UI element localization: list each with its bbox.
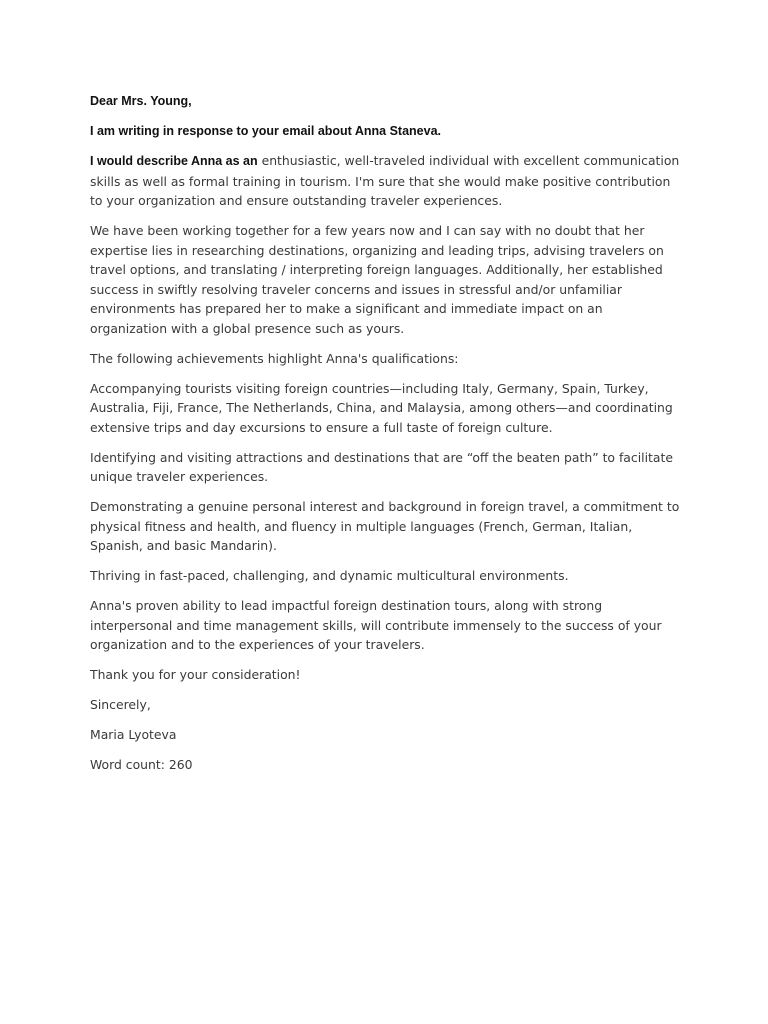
letter-page xyxy=(90,92,682,785)
paragraph-achievement-4: Thriving in fast-paced, challenging, and dynamic multicultural environments. xyxy=(90,568,569,583)
paragraph-description xyxy=(90,151,682,211)
paragraph-summary: Anna's proven ability to lead impactful foreign destination tours, along with strong interpersonal and time management skills, will contribute immensely to the success of your organization and to the experiences of your travelers. xyxy=(90,598,662,652)
salutation: Dear Mrs. Young, xyxy=(90,94,192,108)
intro-line: I am writing in response to your email about Anna Staneva. xyxy=(90,123,441,138)
description-text: enthusiastic, well-traveled individual with excellent communication skills as well as formal training in tourism. I'm sure that she would make positive contribution to your organization and ensure outstanding traveler experiences. xyxy=(90,153,680,208)
paragraph-achievements-intro: The following achievements highlight Anna's qualifications: xyxy=(90,350,459,366)
paragraph-achievement-2: Identifying and visiting attractions and destinations that are “off the beaten path” to facilitate unique traveler experiences. xyxy=(90,449,673,484)
paragraph-achievement-1: Accompanying tourists visiting foreign countries—including Italy, Germany, Spain, Turkey, Australia, Fiji, France, The Netherlands, China, and Malaysia, among others—and coordinating extensive trips and day excursions to ensure a full taste of foreign culture. xyxy=(90,380,673,435)
paragraph-thanks: Thank you for your consideration! xyxy=(90,667,301,682)
closing: Sincerely, xyxy=(90,697,151,712)
word-count: Word count: 260 xyxy=(90,757,193,772)
paragraph-expertise: We have been working together for a few years now and I can say with no doubt that her expertise lies in researching destinations, organizing and leading trips, advising travelers on travel options, and translating / interpreting foreign languages. Additionally, her established success in swiftly resolving traveler concerns and issues in stressful and/or unfamiliar environments has prepared her to make a significant and immediate impact on an organization with a global presence such as yours. xyxy=(90,223,664,336)
paragraph-achievement-3: Demonstrating a genuine personal interest and background in foreign travel, a commitment to physical fitness and health, and fluency in multiple languages (French, German, Italian, Spanish, and basic Mandarin). xyxy=(90,499,680,553)
signature: Maria Lyoteva xyxy=(90,727,177,742)
description-lead: I would describe Anna as an xyxy=(90,154,258,168)
